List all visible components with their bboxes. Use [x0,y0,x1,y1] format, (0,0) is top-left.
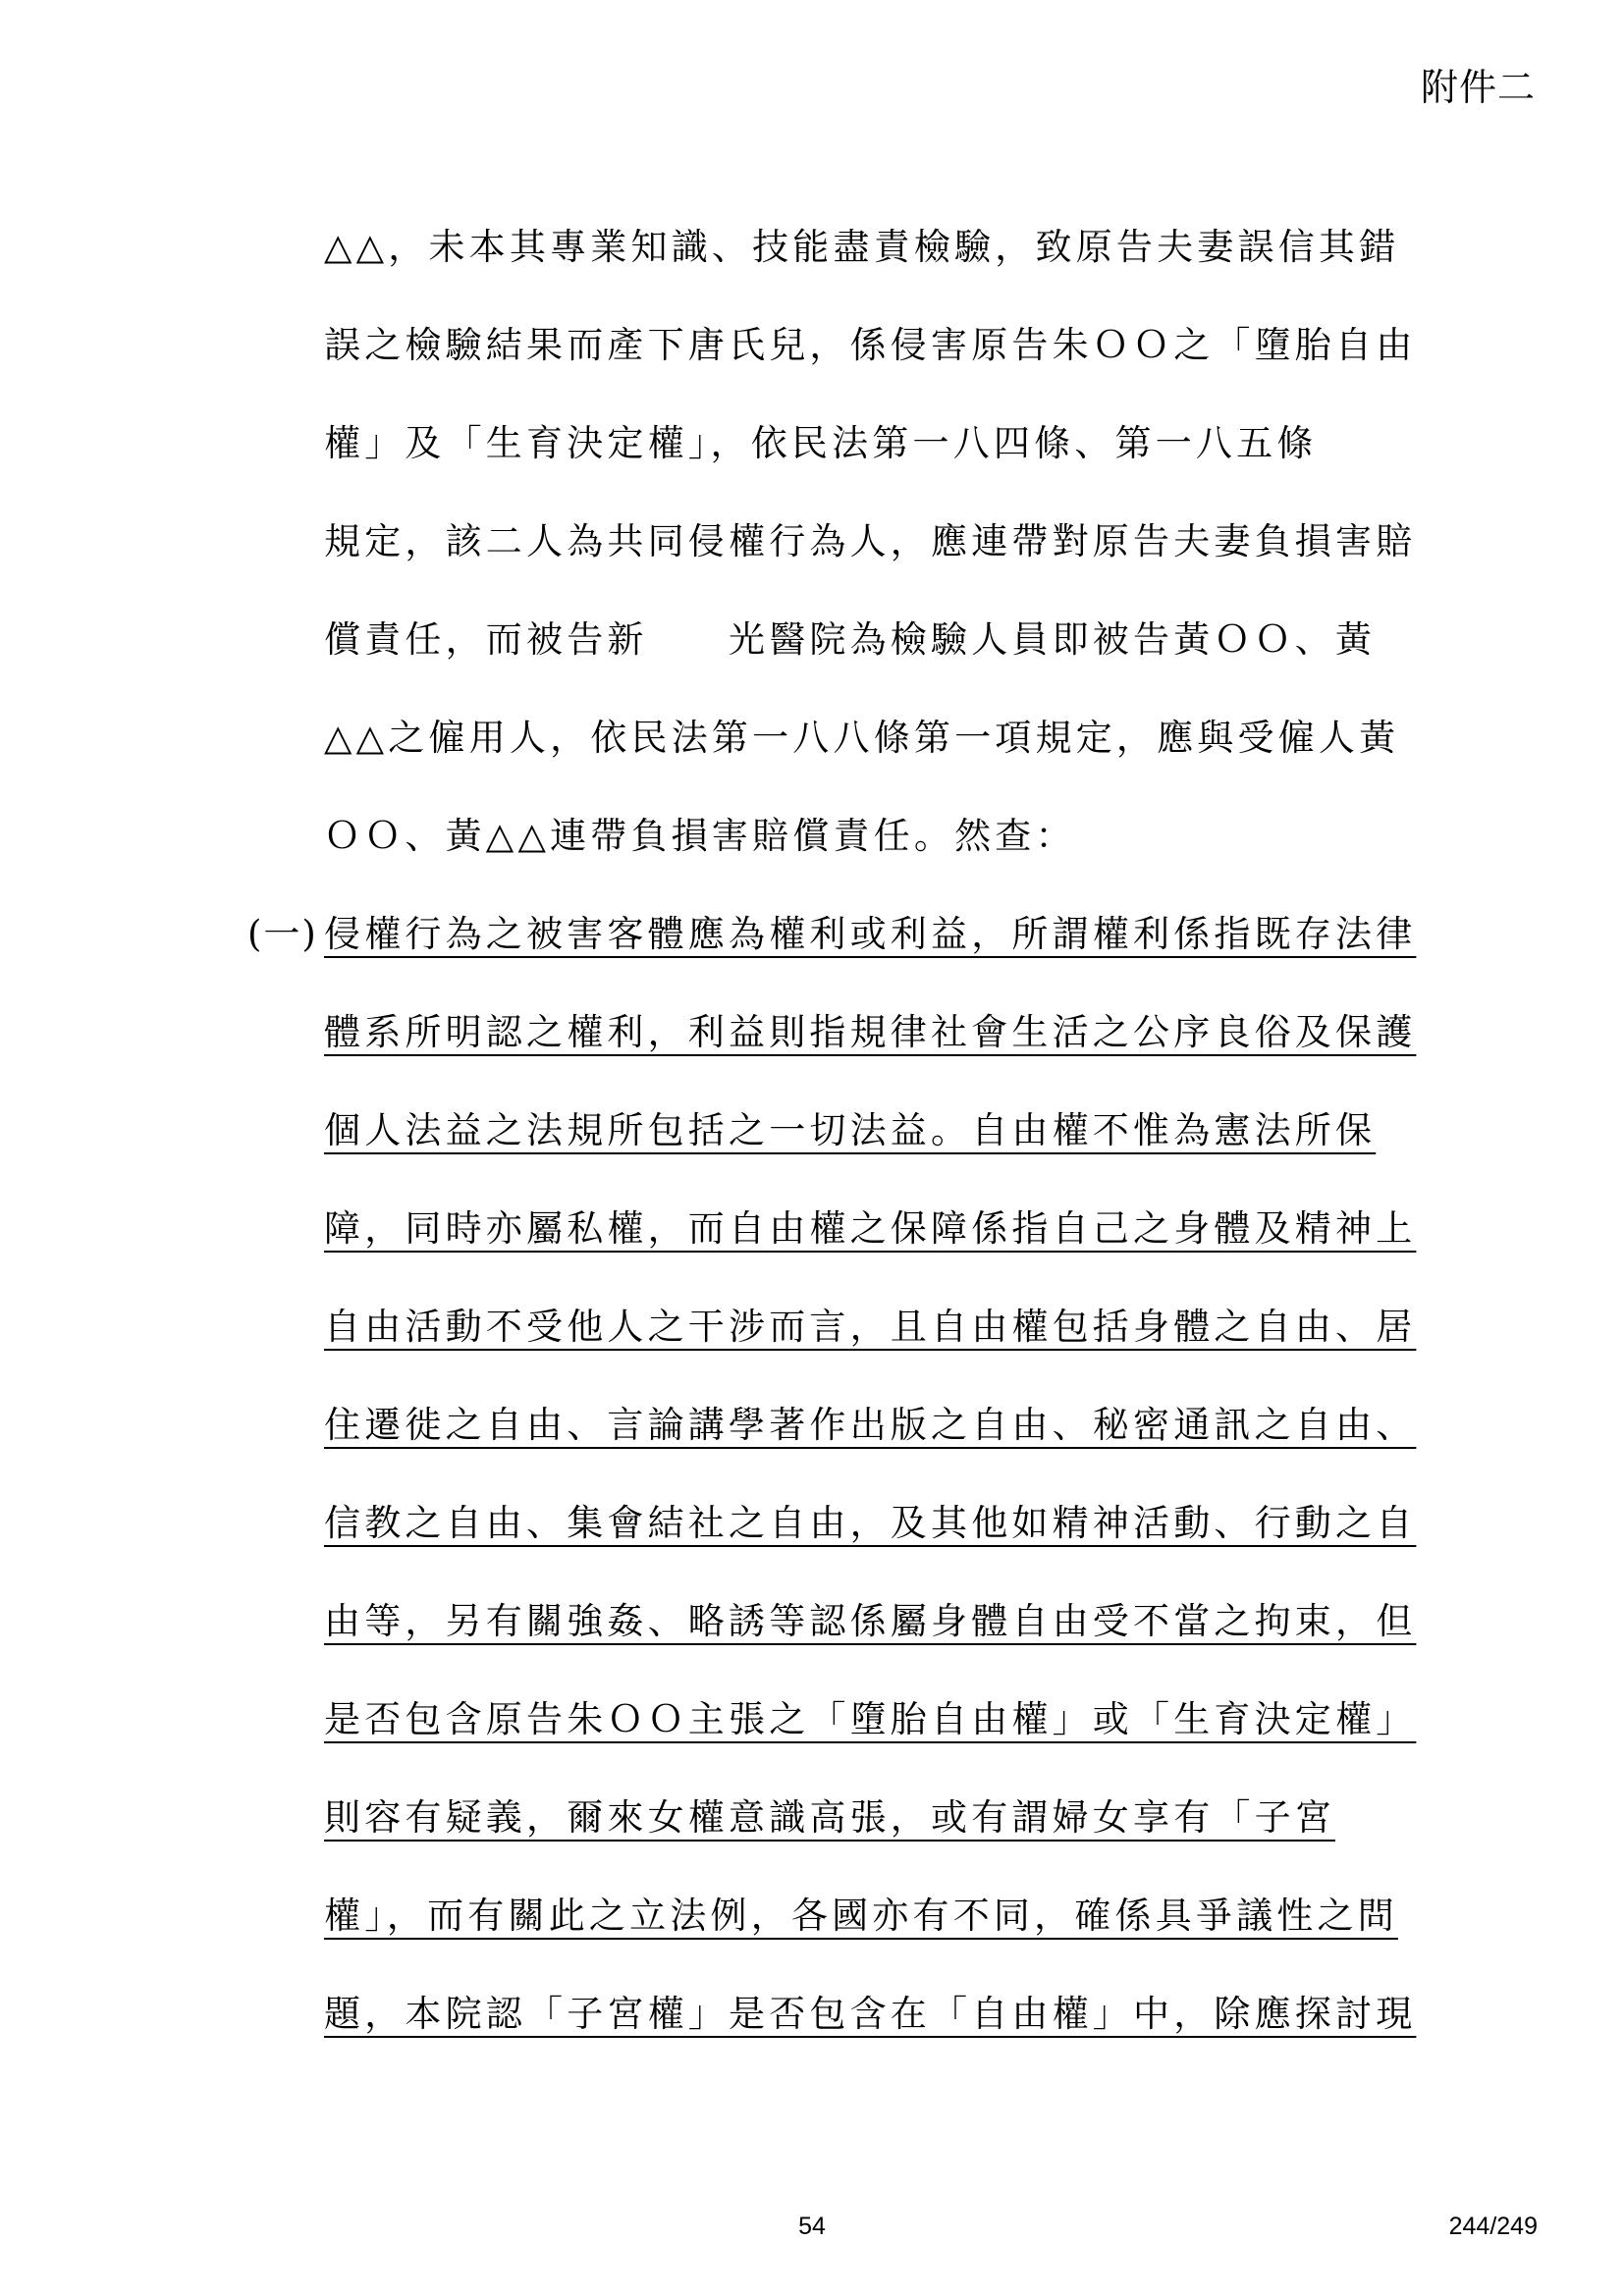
body-line [324,414,1365,512]
body-line [324,218,1400,316]
document-body [247,218,1417,2083]
underlined-line-text: 權」，而有關此之立法例，各國亦有不同，確係具爭議性之問 [324,1895,1398,1937]
underlined-line-text: 是否包含原告朱ＯＯ主張之「墮胎自由權」或「生育決定權」 [324,1698,1417,1740]
underlined-line-text: 信教之自由、集會結社之自由，及其他如精神活動、行動之自 [324,1502,1417,1544]
page-number: 54 [798,2213,826,2240]
body-line-text: 權」及「生育決定權」，依民法第一八四條、第一八五條 [324,422,1318,464]
body-line-text: ＯＯ、黃△△連帶負損害賠償責任。然查： [324,815,1076,857]
underlined-line [324,1298,1417,1396]
underlined-line-text: 由等，另有關強姦、略誘等認係屬身體自由受不當之拘束，但 [324,1600,1417,1642]
body-line-text: 規定，該二人為共同侵權行為人，應連帶對原告夫妻負損害賠 [324,520,1417,562]
body-line-text: △△，未本其專業知識、技能盡責檢驗，致原告夫妻誤信其錯 [324,226,1400,268]
underlined-line-text: 障，同時亦屬私權，而自由權之保障係指自己之身體及精神上 [324,1207,1417,1250]
underlined-line [324,1789,1365,1887]
underlined-line-text: 題，本院認「子宮權」是否包含在「自由權」中，除應探討現 [324,1993,1417,2035]
underlined-line-text: 體系所明認之權利，利益則指規律社會生活之公序良俗及保護 [324,1011,1417,1053]
underlined-line [324,1985,1417,2083]
numbered-item-first-line [247,905,1417,1003]
body-line [324,807,1365,905]
page-count: 244/249 [1448,2213,1538,2240]
body-line [324,316,1417,414]
body-line [324,611,1377,709]
body-line [324,512,1417,611]
underlined-line [324,1494,1417,1592]
underlined-line-text: 自由活動不受他人之干涉而言，且自由權包括身體之自由、居 [324,1306,1417,1348]
body-line-text: 償責任，而被告新 光醫院為檢驗人員即被告黃ＯＯ、黃 [324,618,1377,661]
underlined-line-text: 則容有疑義，爾來女權意識高張，或有謂婦女享有「子宮 [324,1796,1335,1839]
underlined-line-text: 侵權行為之被害客體應為權利或利益，所謂權利係指既存法律 [324,913,1417,955]
underlined-line [324,1396,1417,1494]
underlined-line-text: 個人法益之法規所包括之一切法益。自由權不惟為憲法所保 [324,1109,1377,1151]
body-line [324,709,1400,807]
body-line-text: 誤之檢驗結果而產下唐氏兒，係侵害原告朱ＯＯ之「墮胎自由 [324,324,1417,366]
item-number-label: (一) [247,913,318,955]
underlined-line-text: 住遷徙之自由、言論講學著作出版之自由、秘密通訊之自由、 [324,1404,1417,1446]
underlined-line [324,1003,1417,1101]
underlined-line [324,1101,1377,1200]
underlined-line [324,1690,1417,1789]
underlined-line [324,1887,1398,1985]
attachment-label: 附件二 [1420,66,1536,109]
underlined-line [324,1592,1417,1690]
body-line-text: △△之僱用人，依民法第一八八條第一項規定，應與受僱人黃 [324,717,1400,759]
underlined-line [324,1200,1417,1298]
